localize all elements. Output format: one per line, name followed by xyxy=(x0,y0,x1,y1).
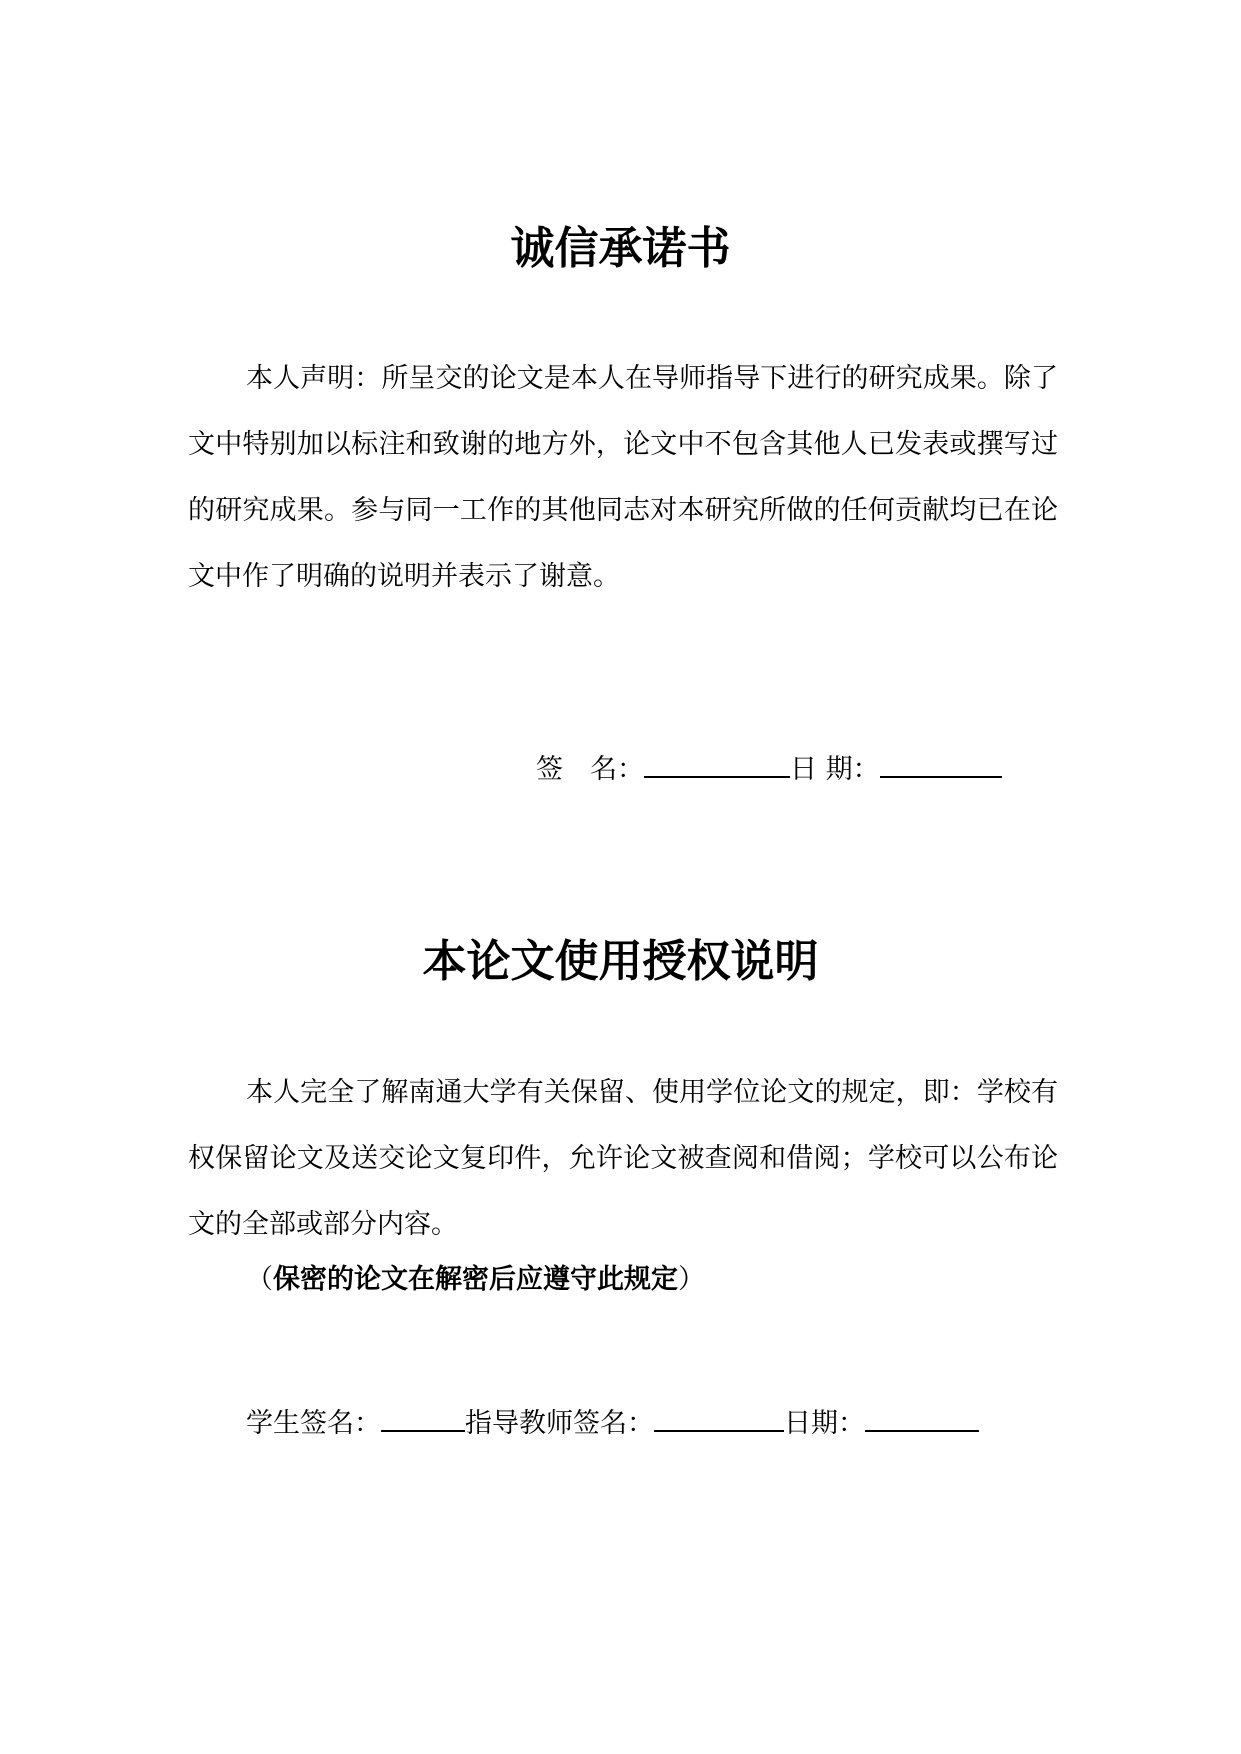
student-signature-blank[interactable] xyxy=(381,1400,465,1432)
authorization-body: 本人完全了解南通大学有关保留、使用学位论文的规定，即：学校有权保留论文及送交论文复印件，允许论文被查阅和借阅；学校可以公布论文的全部或部分内容。 xyxy=(188,1077,1058,1240)
authorization-title: 本论文使用授权说明 xyxy=(422,936,819,987)
confidential-note xyxy=(246,1258,705,1302)
pledge-title: 诚信承诺书 xyxy=(510,223,731,274)
pledge-body: 本人声明：所呈交的论文是本人在导师指导下进行的研究成果。除了文中特别加以标注和致谢的地方外，论文中不包含其他人已发表或撰写过的研究成果。参与同一工作的其他同志对本研究所做的任何贡献均已在论文中作了明确的说明并表示了谢意。 xyxy=(188,363,1058,592)
date-blank[interactable] xyxy=(880,746,1002,778)
note-text: 保密的论文在解密后应遵守此规定 xyxy=(273,1264,678,1295)
date-label: 日 期： xyxy=(790,754,880,785)
pledge-signature-row xyxy=(536,746,1002,792)
student-signature-label: 学生签名： xyxy=(246,1408,381,1439)
signature-blank[interactable] xyxy=(644,746,790,778)
advisor-signature-label: 指导教师签名： xyxy=(465,1408,654,1439)
advisor-signature-blank[interactable] xyxy=(654,1400,784,1432)
authorization-signature-row xyxy=(246,1400,979,1446)
date-label: 日期： xyxy=(784,1408,865,1439)
note-close-paren: ） xyxy=(678,1264,705,1295)
signature-label: 签 名： xyxy=(536,754,644,785)
date-blank[interactable] xyxy=(865,1400,979,1432)
note-open-paren: （ xyxy=(246,1264,273,1295)
